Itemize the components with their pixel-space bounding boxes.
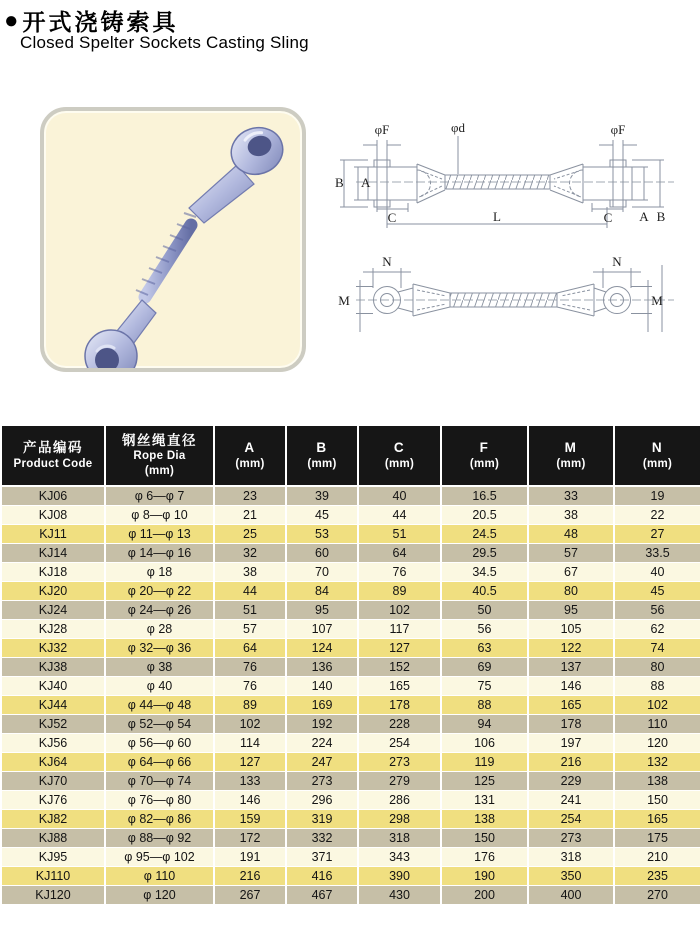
table-row — [1, 658, 700, 677]
cell-f: 150 — [441, 829, 528, 848]
cell-b: 273 — [286, 772, 358, 791]
cell-a: 51 — [214, 601, 286, 620]
cell-c: 228 — [358, 715, 441, 734]
dim-label-B-left: B — [335, 175, 344, 190]
cell-product_code: KJ24 — [1, 601, 105, 620]
cell-a: 21 — [214, 506, 286, 525]
cell-c: 44 — [358, 506, 441, 525]
cell-c: 343 — [358, 848, 441, 867]
cell-f: 20.5 — [441, 506, 528, 525]
cell-f: 50 — [441, 601, 528, 620]
cell-product_code: KJ52 — [1, 715, 105, 734]
table-header-row — [1, 425, 700, 486]
spec-table-body — [1, 486, 700, 905]
cell-f: 40.5 — [441, 582, 528, 601]
table-row — [1, 525, 700, 544]
cell-rope_dia: φ 24—φ 26 — [105, 601, 214, 620]
table-row — [1, 810, 700, 829]
cell-f: 69 — [441, 658, 528, 677]
cell-n: 80 — [614, 658, 700, 677]
col-header-N — [614, 425, 700, 486]
cell-product_code: KJ95 — [1, 848, 105, 867]
cell-n: 210 — [614, 848, 700, 867]
cell-f: 125 — [441, 772, 528, 791]
cell-f: 75 — [441, 677, 528, 696]
cell-a: 133 — [214, 772, 286, 791]
table-row — [1, 772, 700, 791]
cell-c: 273 — [358, 753, 441, 772]
cell-a: 267 — [214, 886, 286, 905]
cell-b: 39 — [286, 486, 358, 506]
cell-c: 76 — [358, 563, 441, 582]
cell-m: 400 — [528, 886, 614, 905]
cell-m: 229 — [528, 772, 614, 791]
cell-n: 102 — [614, 696, 700, 715]
cell-n: 270 — [614, 886, 700, 905]
cell-n: 19 — [614, 486, 700, 506]
cell-b: 84 — [286, 582, 358, 601]
cell-c: 390 — [358, 867, 441, 886]
cell-f: 56 — [441, 620, 528, 639]
cell-b: 53 — [286, 525, 358, 544]
cell-a: 23 — [214, 486, 286, 506]
cell-f: 63 — [441, 639, 528, 658]
dimension-diagram — [330, 120, 700, 365]
header-F: F — [479, 440, 490, 456]
cell-product_code: KJ88 — [1, 829, 105, 848]
cell-c: 51 — [358, 525, 441, 544]
cell-b: 224 — [286, 734, 358, 753]
cell-c: 89 — [358, 582, 441, 601]
table-row — [1, 734, 700, 753]
cell-a: 146 — [214, 791, 286, 810]
cell-rope_dia: φ 120 — [105, 886, 214, 905]
table-row — [1, 791, 700, 810]
header-A: A — [244, 440, 256, 456]
cell-a: 57 — [214, 620, 286, 639]
cell-c: 64 — [358, 544, 441, 563]
table-row — [1, 696, 700, 715]
cell-b: 296 — [286, 791, 358, 810]
cell-c: 430 — [358, 886, 441, 905]
cell-b: 124 — [286, 639, 358, 658]
cell-rope_dia: φ 38 — [105, 658, 214, 677]
cell-n: 62 — [614, 620, 700, 639]
cell-rope_dia: φ 52—φ 54 — [105, 715, 214, 734]
cell-rope_dia: φ 110 — [105, 867, 214, 886]
cell-f: 190 — [441, 867, 528, 886]
dim-label-C-left: C — [387, 210, 397, 225]
cell-a: 159 — [214, 810, 286, 829]
cell-m: 318 — [528, 848, 614, 867]
cell-n: 40 — [614, 563, 700, 582]
cell-m: 165 — [528, 696, 614, 715]
col-header-F — [441, 425, 528, 486]
cell-product_code: KJ32 — [1, 639, 105, 658]
cell-a: 38 — [214, 563, 286, 582]
cell-rope_dia: φ 20—φ 22 — [105, 582, 214, 601]
cell-product_code: KJ08 — [1, 506, 105, 525]
dim-label-N-right: N — [612, 254, 622, 269]
cell-m: 57 — [528, 544, 614, 563]
cell-a: 102 — [214, 715, 286, 734]
table-row — [1, 544, 700, 563]
cell-n: 138 — [614, 772, 700, 791]
header-N: N — [651, 440, 664, 456]
cell-f: 138 — [441, 810, 528, 829]
cell-n: 33.5 — [614, 544, 700, 563]
cell-product_code: KJ110 — [1, 867, 105, 886]
cell-b: 319 — [286, 810, 358, 829]
table-row — [1, 829, 700, 848]
cell-c: 318 — [358, 829, 441, 848]
cell-c: 298 — [358, 810, 441, 829]
header-B-unit: (mm) — [307, 457, 337, 470]
dim-label-phid: φd — [450, 120, 466, 135]
cell-n: 120 — [614, 734, 700, 753]
cell-m: 178 — [528, 715, 614, 734]
cell-rope_dia: φ 6—φ 7 — [105, 486, 214, 506]
spec-table — [0, 424, 700, 905]
table-row — [1, 486, 700, 506]
cell-rope_dia: φ 64—φ 66 — [105, 753, 214, 772]
cell-rope_dia: φ 11—φ 13 — [105, 525, 214, 544]
cell-m: 254 — [528, 810, 614, 829]
cell-c: 165 — [358, 677, 441, 696]
cell-n: 45 — [614, 582, 700, 601]
cell-a: 216 — [214, 867, 286, 886]
cell-rope_dia: φ 44—φ 48 — [105, 696, 214, 715]
dim-label-A-right: A — [639, 209, 649, 224]
cell-rope_dia: φ 18 — [105, 563, 214, 582]
table-row — [1, 620, 700, 639]
cell-c: 40 — [358, 486, 441, 506]
dim-label-M-right: M — [651, 293, 663, 308]
cell-m: 95 — [528, 601, 614, 620]
cell-a: 172 — [214, 829, 286, 848]
cell-n: 150 — [614, 791, 700, 810]
cell-rope_dia: φ 70—φ 74 — [105, 772, 214, 791]
cell-b: 95 — [286, 601, 358, 620]
col-header-A — [214, 425, 286, 486]
cell-a: 76 — [214, 677, 286, 696]
col-header-rope-dia — [105, 425, 214, 486]
cell-a: 89 — [214, 696, 286, 715]
header-product-code-zh: 产品编码 — [23, 440, 83, 456]
cell-c: 279 — [358, 772, 441, 791]
cell-product_code: KJ28 — [1, 620, 105, 639]
header-B: B — [316, 440, 328, 456]
table-row — [1, 582, 700, 601]
cell-m: 67 — [528, 563, 614, 582]
header-rope-dia-unit: (mm) — [144, 465, 175, 478]
cell-c: 117 — [358, 620, 441, 639]
cell-a: 44 — [214, 582, 286, 601]
cell-n: 165 — [614, 810, 700, 829]
cell-f: 200 — [441, 886, 528, 905]
cell-b: 247 — [286, 753, 358, 772]
cell-m: 197 — [528, 734, 614, 753]
cell-n: 88 — [614, 677, 700, 696]
cell-product_code: KJ120 — [1, 886, 105, 905]
table-row — [1, 715, 700, 734]
cell-a: 191 — [214, 848, 286, 867]
cell-b: 332 — [286, 829, 358, 848]
dim-label-M-left: M — [338, 293, 350, 308]
cell-f: 34.5 — [441, 563, 528, 582]
cell-f: 131 — [441, 791, 528, 810]
side-view-drawing — [356, 265, 674, 332]
cell-rope_dia: φ 14—φ 16 — [105, 544, 214, 563]
cell-product_code: KJ11 — [1, 525, 105, 544]
page-subtitle-en: Closed Spelter Sockets Casting Sling — [20, 33, 309, 52]
cell-b: 70 — [286, 563, 358, 582]
header-product-code-en: Product Code — [13, 457, 93, 470]
cell-rope_dia: φ 88—φ 92 — [105, 829, 214, 848]
cell-b: 467 — [286, 886, 358, 905]
cell-product_code: KJ38 — [1, 658, 105, 677]
sling-product-photo-icon — [44, 111, 302, 368]
cell-product_code: KJ18 — [1, 563, 105, 582]
cell-f: 29.5 — [441, 544, 528, 563]
table-row — [1, 753, 700, 772]
cell-m: 216 — [528, 753, 614, 772]
cell-product_code: KJ56 — [1, 734, 105, 753]
cell-b: 169 — [286, 696, 358, 715]
cell-b: 192 — [286, 715, 358, 734]
table-row — [1, 506, 700, 525]
cell-product_code: KJ76 — [1, 791, 105, 810]
cell-m: 241 — [528, 791, 614, 810]
cell-rope_dia: φ 40 — [105, 677, 214, 696]
header-rope-dia-zh: 钢丝绳直径 — [122, 432, 197, 448]
header-M: M — [564, 440, 578, 456]
cell-b: 60 — [286, 544, 358, 563]
table-row — [1, 563, 700, 582]
cell-n: 132 — [614, 753, 700, 772]
cell-m: 38 — [528, 506, 614, 525]
dim-label-N-left: N — [382, 254, 392, 269]
dim-label-C-right: C — [603, 210, 613, 225]
page-title-zh: 开式浇铸索具 — [22, 9, 179, 35]
cell-rope_dia: φ 8—φ 10 — [105, 506, 214, 525]
table-row — [1, 677, 700, 696]
cell-f: 106 — [441, 734, 528, 753]
header-N-unit: (mm) — [642, 457, 673, 470]
table-row — [1, 601, 700, 620]
cell-b: 107 — [286, 620, 358, 639]
cell-c: 178 — [358, 696, 441, 715]
header-rope-dia-en: Rope Dia — [133, 450, 186, 463]
cell-m: 273 — [528, 829, 614, 848]
cell-m: 48 — [528, 525, 614, 544]
cell-f: 119 — [441, 753, 528, 772]
cell-product_code: KJ06 — [1, 486, 105, 506]
cell-rope_dia: φ 32—φ 36 — [105, 639, 214, 658]
cell-a: 114 — [214, 734, 286, 753]
dim-label-B-right: B — [656, 209, 666, 224]
cell-f: 88 — [441, 696, 528, 715]
cell-c: 254 — [358, 734, 441, 753]
cell-f: 16.5 — [441, 486, 528, 506]
cell-a: 25 — [214, 525, 286, 544]
cell-m: 33 — [528, 486, 614, 506]
header-A-unit: (mm) — [235, 457, 265, 470]
cell-a: 76 — [214, 658, 286, 677]
cell-product_code: KJ70 — [1, 772, 105, 791]
cell-rope_dia: φ 56—φ 60 — [105, 734, 214, 753]
cell-n: 175 — [614, 829, 700, 848]
table-row — [1, 848, 700, 867]
cell-a: 32 — [214, 544, 286, 563]
cell-b: 140 — [286, 677, 358, 696]
cell-c: 152 — [358, 658, 441, 677]
cell-n: 22 — [614, 506, 700, 525]
cell-n: 27 — [614, 525, 700, 544]
cell-product_code: KJ20 — [1, 582, 105, 601]
col-header-product-code — [1, 425, 105, 486]
header-F-unit: (mm) — [469, 457, 500, 470]
cell-c: 286 — [358, 791, 441, 810]
cell-rope_dia: φ 76—φ 80 — [105, 791, 214, 810]
cell-c: 127 — [358, 639, 441, 658]
cell-m: 80 — [528, 582, 614, 601]
table-row — [1, 639, 700, 658]
cell-f: 176 — [441, 848, 528, 867]
cell-product_code: KJ82 — [1, 810, 105, 829]
cell-m: 350 — [528, 867, 614, 886]
dim-label-phiF-right: φF — [610, 122, 626, 137]
cell-f: 24.5 — [441, 525, 528, 544]
cell-rope_dia: φ 82—φ 86 — [105, 810, 214, 829]
header-C-unit: (mm) — [384, 457, 415, 470]
cell-product_code: KJ44 — [1, 696, 105, 715]
cell-n: 74 — [614, 639, 700, 658]
cell-a: 127 — [214, 753, 286, 772]
cell-n: 110 — [614, 715, 700, 734]
cell-rope_dia: φ 28 — [105, 620, 214, 639]
dim-label-L: L — [493, 209, 501, 224]
cell-m: 137 — [528, 658, 614, 677]
cell-b: 45 — [286, 506, 358, 525]
cell-c: 102 — [358, 601, 441, 620]
cell-product_code: KJ64 — [1, 753, 105, 772]
cell-b: 371 — [286, 848, 358, 867]
cell-product_code: KJ40 — [1, 677, 105, 696]
dim-label-A-left: A — [361, 175, 371, 190]
col-header-M — [528, 425, 614, 486]
table-row — [1, 886, 700, 905]
header-M-unit: (mm) — [556, 457, 586, 470]
cell-b: 416 — [286, 867, 358, 886]
cell-m: 105 — [528, 620, 614, 639]
bullet-icon: ● — [4, 6, 19, 34]
cell-product_code: KJ14 — [1, 544, 105, 563]
cell-b: 136 — [286, 658, 358, 677]
cell-f: 94 — [441, 715, 528, 734]
dim-label-phiF-left: φF — [374, 122, 390, 137]
table-row — [1, 867, 700, 886]
col-header-B — [286, 425, 358, 486]
cell-m: 122 — [528, 639, 614, 658]
col-header-C — [358, 425, 441, 486]
cell-n: 235 — [614, 867, 700, 886]
header-C: C — [393, 440, 406, 456]
cell-n: 56 — [614, 601, 700, 620]
cell-rope_dia: φ 95—φ 102 — [105, 848, 214, 867]
cell-m: 146 — [528, 677, 614, 696]
product-photo-frame — [40, 107, 306, 372]
cell-a: 64 — [214, 639, 286, 658]
